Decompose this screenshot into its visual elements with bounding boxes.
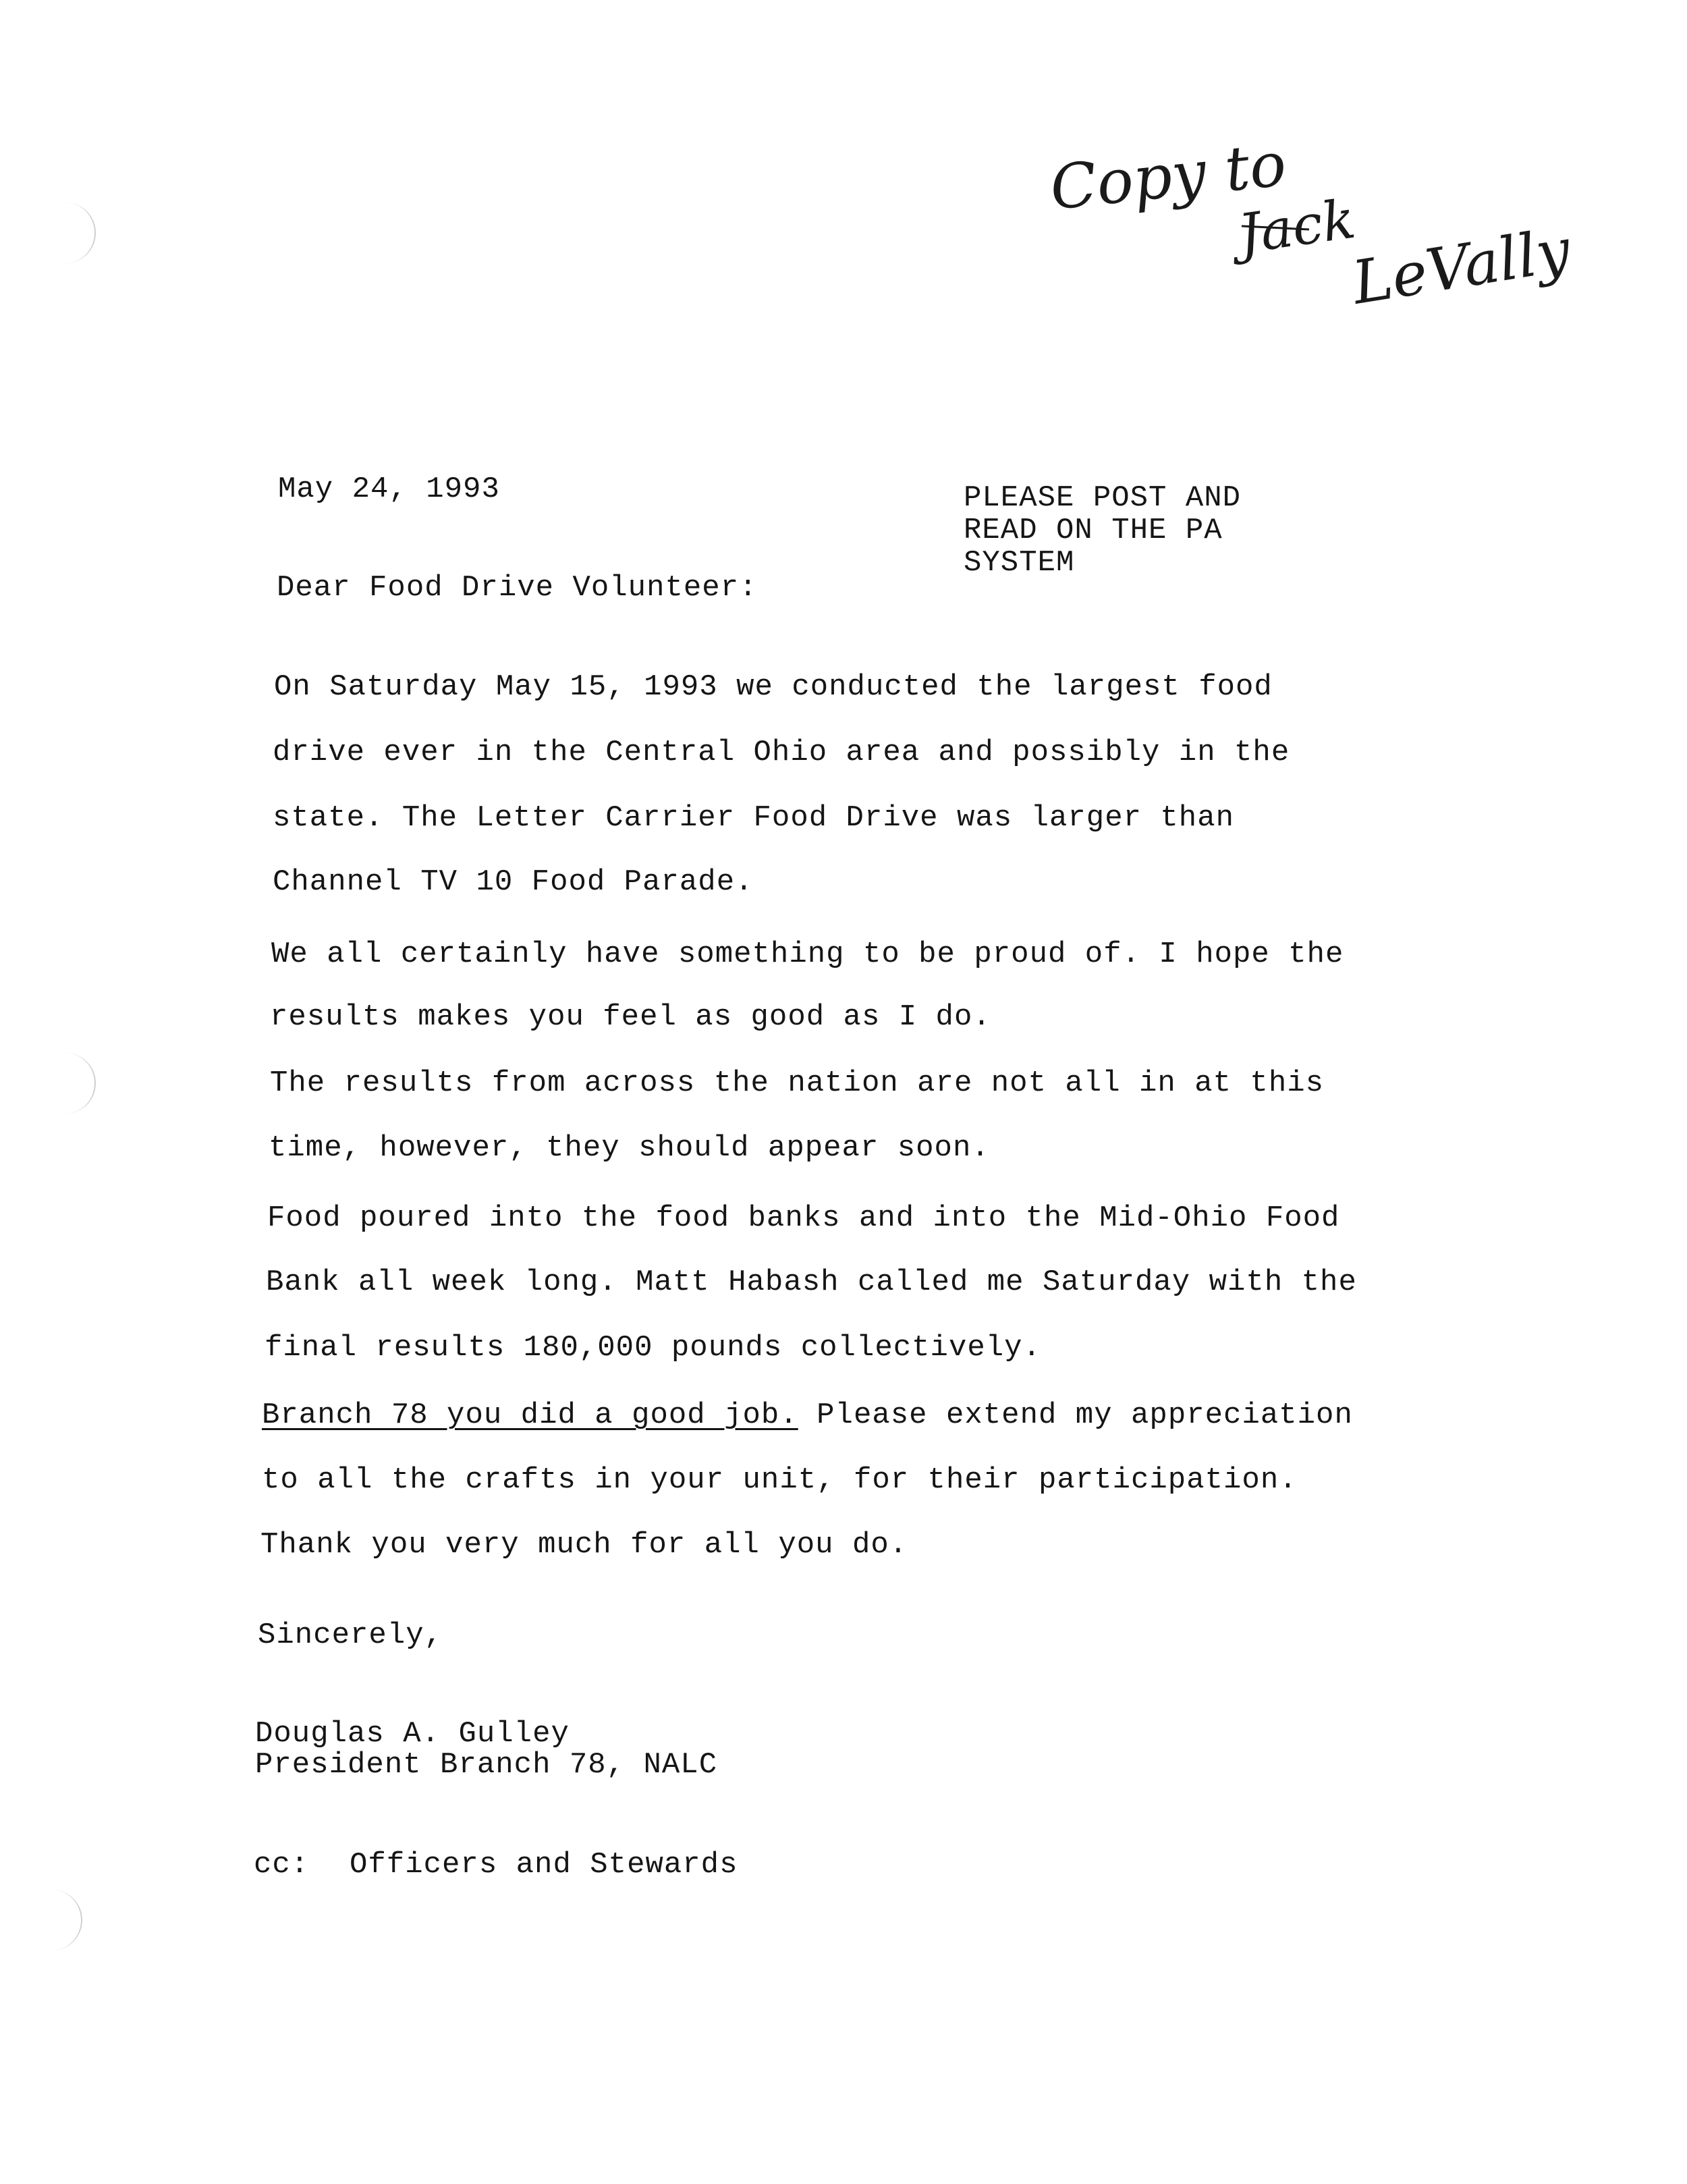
body-line: drive ever in the Central Ohio area and possibly in the (273, 736, 1290, 769)
signer-name: Douglas A. Gulley (255, 1717, 570, 1751)
body-line: time, however, they should appear soon. (269, 1131, 990, 1165)
handwritten-annotation (1039, 128, 1647, 331)
body-line: state. The Letter Carrier Food Drive was larger than (273, 801, 1235, 835)
letter-date: May 24, 1993 (278, 472, 500, 506)
body-line: Channel TV 10 Food Parade. (273, 865, 754, 899)
body-line: results makes you feel as good as I do. (270, 1000, 991, 1034)
body-line: Thank you very much for all you do. (260, 1528, 908, 1562)
post-notice-line: PLEASE POST AND (964, 481, 1242, 515)
salutation: Dear Food Drive Volunteer: (277, 571, 758, 605)
annotation-line-2: Jack (1234, 187, 1360, 266)
cc-line (254, 1848, 738, 1882)
cc-recipients: Officers and Stewards (350, 1848, 738, 1882)
body-line: Branch 78 you did a good job. Please extend my appreciation (262, 1398, 1353, 1432)
body-line: The results from across the nation are not all in at this (270, 1066, 1325, 1100)
post-notice (964, 482, 1241, 579)
body-line: Bank all week long. Matt Habash called me Saturday with the (266, 1265, 1357, 1299)
body-line: We all certainly have something to be proud of. I hope the (271, 937, 1344, 971)
cc-label: cc: (254, 1848, 310, 1882)
punch-hole-mark (63, 202, 96, 263)
closing: Sincerely, (258, 1618, 443, 1652)
body-line: On Saturday May 15, 1993 we conducted the largest food (274, 670, 1273, 704)
signer-title: President Branch 78, NALC (255, 1748, 718, 1782)
body-line: to all the crafts in your unit, for their participation. (262, 1463, 1298, 1497)
annotation-line-3: LeVally (1348, 215, 1575, 318)
underlined-praise: Branch 78 you did a good job. (262, 1398, 798, 1432)
punch-hole-mark (63, 1053, 96, 1114)
body-line: Food poured into the food banks and into the Mid-Ohio Food (267, 1201, 1340, 1235)
annotation-line-1: Copy to (1047, 128, 1290, 224)
punch-hole-mark (50, 1890, 82, 1950)
body-line: final results 180,000 pounds collectively. (265, 1331, 1041, 1365)
post-notice-line: SYSTEM (964, 546, 1075, 580)
post-notice-line: READ ON THE PA (964, 514, 1223, 547)
